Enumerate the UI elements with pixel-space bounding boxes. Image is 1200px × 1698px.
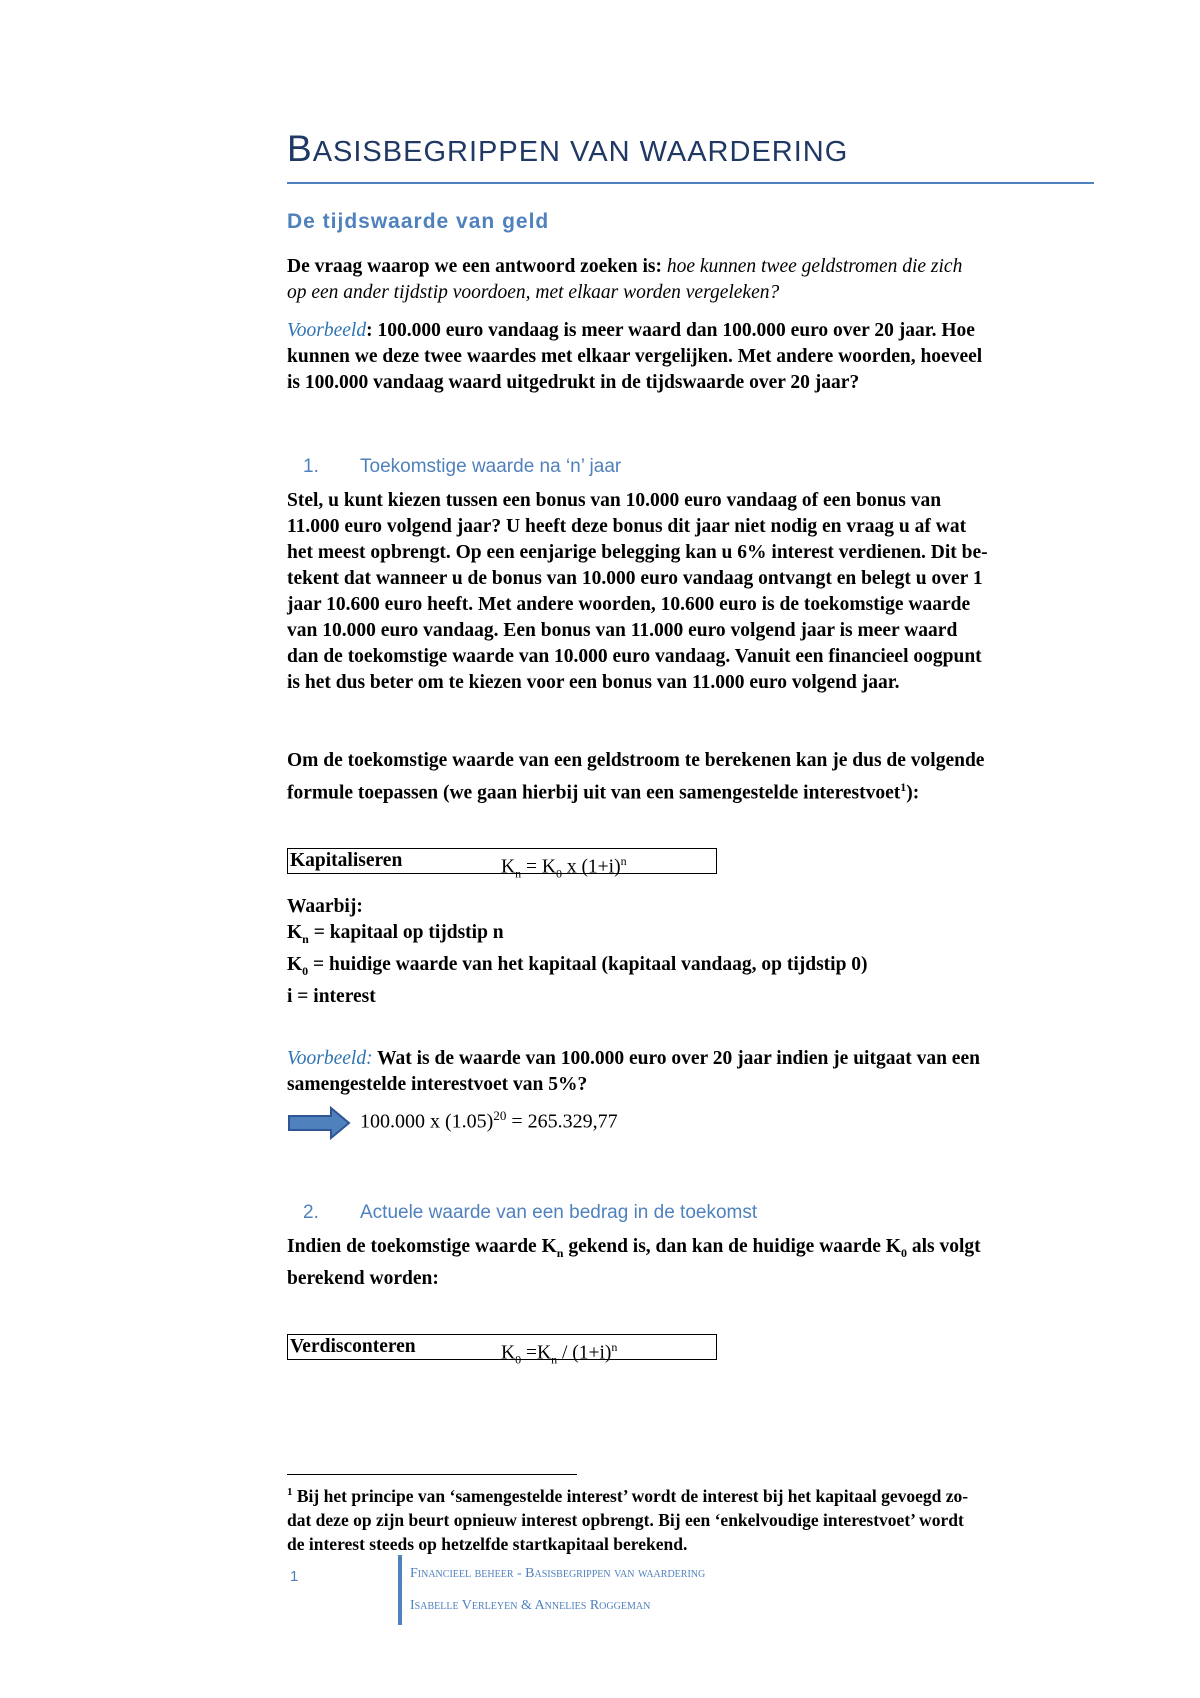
heading-actuele-waarde [303,1202,757,1224]
intro-line-1: De vraag waarop we een antwoord zoeken is: hoe kunnen twee geldstromen die zich [287,256,963,277]
footer-course-title: Financieel beheer - Basisbegrippen van waardering [410,1566,706,1581]
formula-kapitaliseren-box [287,848,717,881]
waarbij-block [287,894,1097,1010]
waarbij-title: Waarbij: [287,896,363,917]
title-underline [287,182,1094,184]
footnote-line-2: dat deze op zijn beurt opnieuw interest opbrengt. Bij een ‘enkelvoudige interestvoet’ wordt [287,1509,964,1530]
formula-intro-line-2: formule toepassen (we gaan hierbij uit van een samengestelde interestvoet$^1$): [287,780,920,804]
example-2-line-1: Voorbeeld: Wat is de waarde van 100.000 euro over 20 jaar indien je uitgaat van een [287,1048,980,1069]
formula-verdisconteren-box [287,1334,717,1367]
formula-label: Kapitaliseren [290,850,403,871]
example-2-line-2: samengestelde interestvoet van 5%? [287,1074,588,1095]
intro-line-2: op een ander tijdstip voordoen, met elkaar worden vergeleken? [287,282,780,303]
footnote-line-1: $^1$ Bij het principe van ‘samengestelde interest’ wordt de interest bij het kapitaal gevoegd zo- [287,1485,969,1506]
formula-intro-line-1: Om de toekomstige waarde van een geldstroom te berekenen kan je dus de volgende [287,750,985,771]
toekomstige-waarde-line: Stel, u kunt kiezen tussen een bonus van 10.000 euro vandaag of een bonus van [287,490,942,511]
footnote-ref: 1 [900,780,907,794]
example-1-paragraph [287,318,1097,396]
heading-number-2: 2. [303,1202,319,1223]
actuele-waarde-line-2: berekend worden: [287,1267,439,1289]
formula-label-2: Verdisconteren [290,1336,416,1357]
heading-toekomstige-waarde [303,456,621,478]
example-1-line-3: is 100.000 vandaag waard uitgedrukt in de tijdswaarde over 20 jaar? [287,372,860,393]
formula-intro-paragraph [287,748,1097,807]
toekomstige-waarde-line: van 10.000 euro vandaag. Een bonus van 11.000 euro volgend jaar is meer waard [287,620,958,641]
example-1-line-2: kunnen we deze twee waardes met elkaar vergelijken. Met andere woorden, hoeveel [287,346,983,367]
toekomstige-waarde-line: het meest opbrengt. Op een eenjarige belegging kan u 6% interest verdienen. Dit be- [287,542,988,563]
footer-divider [398,1555,402,1625]
toekomstige-waarde-line: tekent dat wanneer u de bonus van 10.000 euro vandaag ontvangt en belegt u over 1 [287,568,983,589]
example-result: 100.000 x $(1.05)^{20} = 265.329,77$ [360,1108,618,1133]
waarbij-i: i = interest [287,985,376,1007]
footnote-separator [287,1474,577,1475]
heading-text-2: Actuele waarde van een bedrag in de toekomst [360,1202,758,1223]
page-title [287,128,848,170]
right-arrow-icon [287,1106,351,1145]
title-first-letter: B [287,128,313,169]
intro-paragraph [287,254,1097,306]
actuele-waarde-paragraph [287,1234,1097,1292]
waarbij-kn: $K_n$ = kapitaal op tijdstip n [287,922,504,946]
formula-expression: $K_n = K_0$ x $(1+i)^n$ [501,854,627,881]
toekomstige-waarde-line: jaar 10.600 euro heeft. Met andere woorden, 10.600 euro is de toekomstige waarde [287,594,971,615]
toekomstige-waarde-line: dan de toekomstige waarde van 10.000 euro vandaag. Vanuit een financieel oogpunt [287,646,982,667]
waarbij-k0: $K_0$ = huidige waarde van het kapitaal (kapitaal vandaag, op tijdstip 0) [287,953,868,978]
actuele-waarde-line-1: Indien de toekomstige waarde $K_n$ gekend is, dan kan de huidige waarde $K_0$ als volgt [287,1236,981,1260]
page-number: 1 [290,1568,299,1585]
section-title: De tijdswaarde van geld [287,210,550,233]
footer-authors: Isabelle Verleyen & Annelies Roggeman [410,1598,651,1613]
formula-expression-2: $K_0 =K_n / (1+i)^n$ [501,1340,618,1367]
toekomstige-waarde-paragraph [287,488,1097,696]
intro-question: hoe kunnen twee geldstromen die zich [666,256,963,277]
example-label-2: Voorbeeld: [287,1048,373,1069]
title-rest: ASISBEGRIPPEN VAN WAARDERING [312,136,849,168]
footnote [287,1480,1097,1556]
toekomstige-waarde-line: is het dus beter om te kiezen voor een bonus van 11.000 euro volgend jaar. [287,672,900,693]
heading-number: 1. [303,456,319,477]
footnote-line-3: de interest steeds op hetzelfde startkapitaal berekend. [287,1533,688,1554]
example-1-line-1: Voorbeeld: 100.000 euro vandaag is meer waard dan 100.000 euro over 20 jaar. Hoe [287,320,975,341]
toekomstige-waarde-line: 11.000 euro volgend jaar? U heeft deze bonus dit jaar niet nodig en vraag u af wat [287,516,967,537]
example-label: Voorbeeld [287,320,367,341]
heading-text: Toekomstige waarde na ‘n’ jaar [360,456,622,477]
example-2-paragraph [287,1046,1097,1098]
